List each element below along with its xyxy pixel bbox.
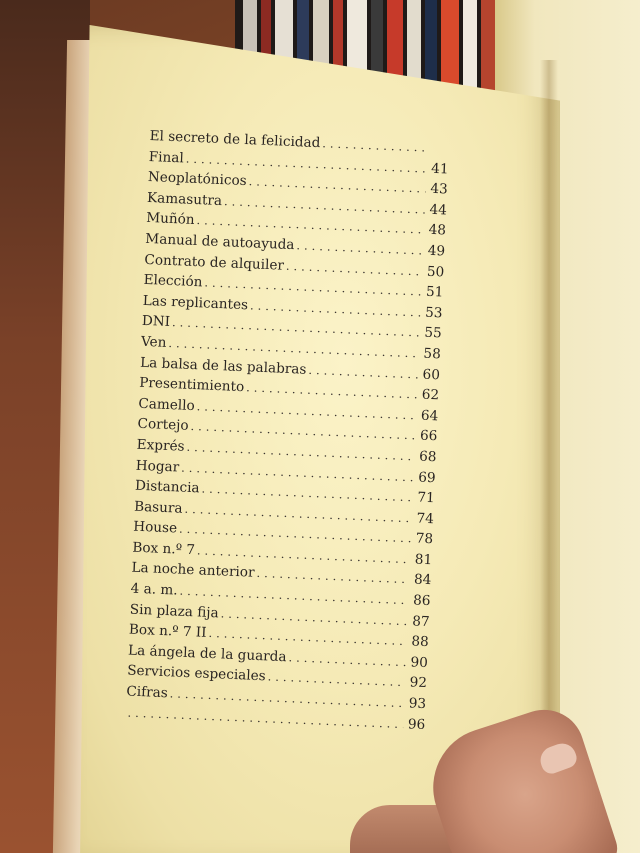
toc-entry-title: Presentimiento xyxy=(138,374,245,396)
toc-entry-page: 71 xyxy=(417,489,436,507)
toc-entry-page: 62 xyxy=(421,386,440,404)
toc-entry-page: 58 xyxy=(423,345,442,363)
table-of-contents xyxy=(125,128,450,737)
toc-dot-leader xyxy=(267,670,405,690)
toc-entry-page: 51 xyxy=(425,283,444,301)
toc-entry-title: Kamasutra xyxy=(146,189,223,209)
toc-entry-page: 49 xyxy=(427,242,446,260)
toc-entry-page: 88 xyxy=(411,633,430,651)
toc-entry-title: Contrato de alquiler xyxy=(144,251,285,274)
toc-entry-title: Cortejo xyxy=(137,416,189,435)
toc-entry-title: 4 a. m. xyxy=(130,580,178,599)
toc-entry-page: 90 xyxy=(410,654,429,671)
toc-entry-page: 86 xyxy=(412,592,431,610)
toc-dot-leader xyxy=(288,650,406,669)
toc-entry-title: La ángela de la guarda xyxy=(127,642,287,666)
toc-entry-title: Camello xyxy=(138,395,196,414)
toc-entry-title: El secreto de la felicidad xyxy=(149,128,321,152)
toc-entry-title: Basura xyxy=(133,498,183,517)
toc-entry-page: 60 xyxy=(422,366,441,383)
toc-entry-page: 48 xyxy=(428,222,447,239)
toc-entry-page: 84 xyxy=(413,571,432,589)
toc-entry-page: 43 xyxy=(430,180,449,198)
toc-entry-title: Manual de autoayuda xyxy=(145,230,295,254)
toc-entry-page xyxy=(429,152,449,153)
toc-entry-page: 53 xyxy=(424,304,443,322)
toc-entry-page: 87 xyxy=(411,613,430,630)
toc-entry-page: 69 xyxy=(417,469,436,486)
toc-dot-leader xyxy=(296,238,423,257)
toc-dot-leader xyxy=(322,136,428,154)
toc-dot-leader xyxy=(286,258,423,278)
toc-entry-title: DNI xyxy=(141,313,171,331)
toc-entry-page: 68 xyxy=(418,448,437,466)
toc-entry-title: La noche anterior xyxy=(131,560,255,582)
toc-entry-page: 78 xyxy=(415,530,434,548)
toc-entry-page: 74 xyxy=(416,510,435,527)
toc-entry-title: La balsa de las palabras xyxy=(139,354,307,378)
toc-entry-page: 55 xyxy=(424,325,442,342)
toc-entry-page: 93 xyxy=(408,695,427,713)
toc-entry-page: 50 xyxy=(426,263,445,281)
toc-entry-title: Box n.º 7 II xyxy=(128,621,207,642)
toc-entry-title: Cifras xyxy=(126,683,169,702)
toc-entry-page: 41 xyxy=(430,160,449,178)
toc-entry-title: Sin plaza fija xyxy=(129,601,219,621)
toc-entry-title: Final xyxy=(148,148,185,167)
toc-entry-title: Box n.º 7 xyxy=(132,539,196,559)
toc-entry-title: Distancia xyxy=(134,477,200,497)
toc-entry-page: 81 xyxy=(414,551,433,569)
toc-entry-title: Exprés xyxy=(136,436,185,455)
toc-entry-page: 44 xyxy=(429,201,448,219)
toc-entry-title: Servicios especiales xyxy=(126,662,266,685)
toc-entry-page: 96 xyxy=(407,715,426,733)
toc-entry-title: Ven xyxy=(140,333,167,351)
toc-entry-page: 66 xyxy=(419,427,438,445)
toc-entry-page: 64 xyxy=(420,407,439,425)
toc-entry-title: Las replicantes xyxy=(142,292,249,314)
toc-dot-leader xyxy=(308,362,418,381)
toc-entry-title: Neoplatónicos xyxy=(147,169,248,190)
toc-entry-title: Hogar xyxy=(135,457,180,476)
toc-entry-title: Elección xyxy=(143,272,203,291)
toc-entry-title: Muñón xyxy=(145,210,195,229)
toc-entry-page: 92 xyxy=(409,674,428,692)
toc-entry-title: House xyxy=(132,518,178,537)
